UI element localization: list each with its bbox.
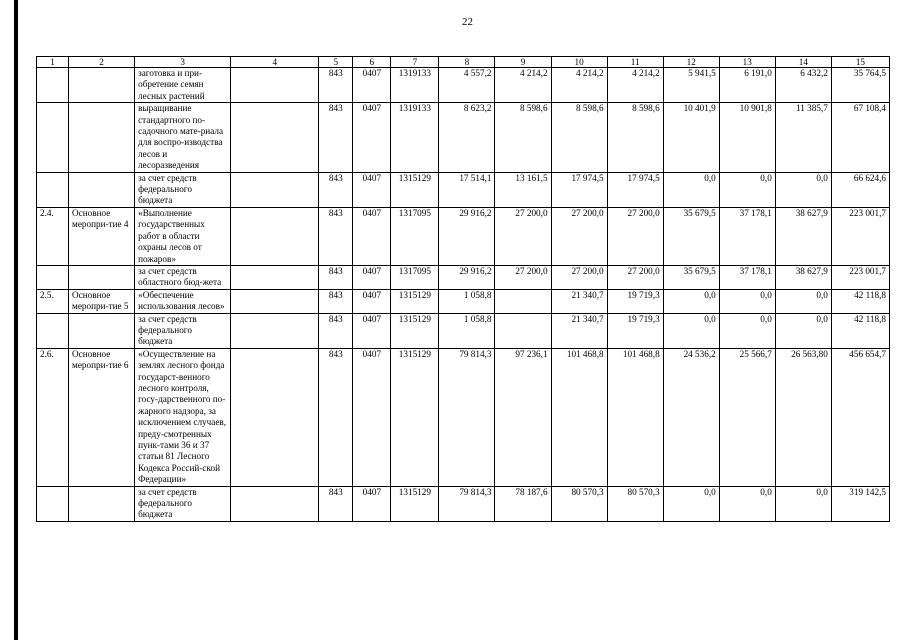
item-type-cell — [69, 486, 135, 521]
value-cell: 26 563,80 — [775, 348, 831, 486]
header-cell: 15 — [831, 57, 889, 68]
value-cell: 21 340,7 — [551, 289, 607, 313]
value-cell: 0,0 — [775, 289, 831, 313]
executor-cell — [231, 348, 319, 486]
item-type-cell — [69, 265, 135, 289]
header-cell: 4 — [231, 57, 319, 68]
header-cell: 13 — [719, 57, 775, 68]
total-cell: 42 118,8 — [831, 289, 889, 313]
value-cell: 19 719,3 — [607, 313, 663, 348]
grbs-cell: 843 — [319, 486, 353, 521]
table-row — [37, 486, 890, 521]
item-name-cell: за счет средств федерального бюджета — [135, 172, 231, 207]
value-cell: 4 214,2 — [607, 68, 663, 103]
item-name-cell: выращивание стандартного по-садочного мате-риала для воспро-изводства лесов и лесоразведения — [135, 103, 231, 172]
item-name-cell: «Обеспечение использования лесов» — [135, 289, 231, 313]
value-cell: 29 916,2 — [439, 265, 495, 289]
item-name-cell: «Выполнение государственных работ в области охраны лесов от пожаров» — [135, 207, 231, 265]
item-type-cell: Основное меропри-тие 4 — [69, 207, 135, 265]
total-cell: 223 001,7 — [831, 207, 889, 265]
value-cell: 0,0 — [775, 313, 831, 348]
target-article-cell: 1315129 — [391, 313, 439, 348]
value-cell: 0,0 — [663, 486, 719, 521]
grbs-cell: 843 — [319, 313, 353, 348]
total-cell: 67 108,4 — [831, 103, 889, 172]
header-cell: 8 — [439, 57, 495, 68]
section-cell: 0407 — [353, 348, 391, 486]
header-cell: 10 — [551, 57, 607, 68]
row-number-cell — [37, 265, 69, 289]
executor-cell — [231, 172, 319, 207]
section-cell: 0407 — [353, 265, 391, 289]
total-cell: 66 624,6 — [831, 172, 889, 207]
value-cell: 6 432,2 — [775, 68, 831, 103]
page-number: 22 — [462, 16, 473, 28]
header-cell: 6 — [353, 57, 391, 68]
section-cell: 0407 — [353, 313, 391, 348]
executor-cell — [231, 68, 319, 103]
table-row — [37, 265, 890, 289]
left-margin-bar — [14, 0, 18, 640]
row-number-cell: 2.5. — [37, 289, 69, 313]
total-cell: 456 654,7 — [831, 348, 889, 486]
value-cell: 1 058,8 — [439, 289, 495, 313]
value-cell: 0,0 — [775, 486, 831, 521]
target-article-cell: 1315129 — [391, 289, 439, 313]
value-cell: 4 214,2 — [495, 68, 551, 103]
row-number-cell — [37, 68, 69, 103]
section-cell: 0407 — [353, 172, 391, 207]
grbs-cell: 843 — [319, 103, 353, 172]
grbs-cell: 843 — [319, 207, 353, 265]
executor-cell — [231, 486, 319, 521]
total-cell: 223 001,7 — [831, 265, 889, 289]
value-cell: 0,0 — [719, 289, 775, 313]
section-cell: 0407 — [353, 103, 391, 172]
row-number-cell: 2.6. — [37, 348, 69, 486]
item-name-cell: за счет средств областного бюд-жета — [135, 265, 231, 289]
table-row — [37, 348, 890, 486]
item-type-cell: Основное меропри-тие 5 — [69, 289, 135, 313]
value-cell: 8 623,2 — [439, 103, 495, 172]
header-cell: 1 — [37, 57, 69, 68]
value-cell: 0,0 — [719, 313, 775, 348]
grbs-cell: 843 — [319, 265, 353, 289]
target-article-cell: 1317095 — [391, 207, 439, 265]
row-number-cell — [37, 172, 69, 207]
row-number-cell: 2.4. — [37, 207, 69, 265]
header-cell: 5 — [319, 57, 353, 68]
value-cell: 0,0 — [663, 313, 719, 348]
item-name-cell: за счет средств федерального бюджета — [135, 313, 231, 348]
value-cell: 97 236,1 — [495, 348, 551, 486]
value-cell: 1 058,8 — [439, 313, 495, 348]
header-cell: 3 — [135, 57, 231, 68]
value-cell: 35 679,5 — [663, 207, 719, 265]
grbs-cell: 843 — [319, 68, 353, 103]
value-cell: 0,0 — [719, 172, 775, 207]
value-cell: 27 200,0 — [607, 207, 663, 265]
value-cell: 27 200,0 — [495, 265, 551, 289]
value-cell: 29 916,2 — [439, 207, 495, 265]
value-cell: 17 514,1 — [439, 172, 495, 207]
value-cell: 80 570,3 — [607, 486, 663, 521]
value-cell: 78 187,6 — [495, 486, 551, 521]
header-cell: 2 — [69, 57, 135, 68]
total-cell: 319 142,5 — [831, 486, 889, 521]
value-cell: 24 536,2 — [663, 348, 719, 486]
grbs-cell: 843 — [319, 289, 353, 313]
value-cell: 4 214,2 — [551, 68, 607, 103]
value-cell: 27 200,0 — [551, 207, 607, 265]
table-row — [37, 103, 890, 172]
value-cell: 8 598,6 — [495, 103, 551, 172]
value-cell: 37 178,1 — [719, 207, 775, 265]
value-cell: 27 200,0 — [495, 207, 551, 265]
target-article-cell: 1319133 — [391, 103, 439, 172]
value-cell: 25 566,7 — [719, 348, 775, 486]
total-cell: 42 118,8 — [831, 313, 889, 348]
table-row — [37, 289, 890, 313]
section-cell: 0407 — [353, 289, 391, 313]
target-article-cell: 1315129 — [391, 348, 439, 486]
header-cell: 14 — [775, 57, 831, 68]
executor-cell — [231, 207, 319, 265]
value-cell: 19 719,3 — [607, 289, 663, 313]
table-row — [37, 68, 890, 103]
value-cell: 10 401,9 — [663, 103, 719, 172]
item-name-cell: за счет средств федерального бюджета — [135, 486, 231, 521]
value-cell: 11 385,7 — [775, 103, 831, 172]
value-cell: 17 974,5 — [551, 172, 607, 207]
row-number-cell — [37, 103, 69, 172]
target-article-cell: 1315129 — [391, 486, 439, 521]
program-table — [36, 56, 890, 522]
table-row — [37, 172, 890, 207]
target-article-cell: 1319133 — [391, 68, 439, 103]
header-cell: 12 — [663, 57, 719, 68]
target-article-cell: 1317095 — [391, 265, 439, 289]
section-cell: 0407 — [353, 486, 391, 521]
value-cell: 38 627,9 — [775, 207, 831, 265]
value-cell: 0,0 — [719, 486, 775, 521]
row-number-cell — [37, 486, 69, 521]
item-name-cell: заготовка и при-обретение семян лесных растений — [135, 68, 231, 103]
target-article-cell: 1315129 — [391, 172, 439, 207]
value-cell: 4 557,2 — [439, 68, 495, 103]
table-row — [37, 313, 890, 348]
value-cell: 0,0 — [663, 172, 719, 207]
table-row — [37, 207, 890, 265]
item-type-cell: Основное меропри-тие 6 — [69, 348, 135, 486]
value-cell: 27 200,0 — [551, 265, 607, 289]
value-cell: 79 814,3 — [439, 348, 495, 486]
value-cell: 80 570,3 — [551, 486, 607, 521]
item-type-cell — [69, 68, 135, 103]
section-cell: 0407 — [353, 68, 391, 103]
value-cell: 101 468,8 — [551, 348, 607, 486]
header-cell: 7 — [391, 57, 439, 68]
value-cell: 79 814,3 — [439, 486, 495, 521]
value-cell: 35 679,5 — [663, 265, 719, 289]
executor-cell — [231, 313, 319, 348]
grbs-cell: 843 — [319, 172, 353, 207]
item-type-cell — [69, 172, 135, 207]
executor-cell — [231, 265, 319, 289]
value-cell: 21 340,7 — [551, 313, 607, 348]
value-cell: 0,0 — [663, 289, 719, 313]
item-type-cell — [69, 313, 135, 348]
total-cell: 35 764,5 — [831, 68, 889, 103]
value-cell — [495, 313, 551, 348]
value-cell: 0,0 — [775, 172, 831, 207]
executor-cell — [231, 103, 319, 172]
grbs-cell: 843 — [319, 348, 353, 486]
value-cell: 10 901,8 — [719, 103, 775, 172]
value-cell: 13 161,5 — [495, 172, 551, 207]
value-cell: 8 598,6 — [551, 103, 607, 172]
row-number-cell — [37, 313, 69, 348]
item-type-cell — [69, 103, 135, 172]
value-cell: 8 598,6 — [607, 103, 663, 172]
item-name-cell: «Осуществление на землях лесного фонда государст-венного лесного контроля, госу-дарственного по-жарного надзора, за исключением случаев, преду-смотренных пунк-тами 36 и 37 статьи 81 Лесного Кодекса Россий-ской Федерации» — [135, 348, 231, 486]
value-cell: 37 178,1 — [719, 265, 775, 289]
header-cell: 9 — [495, 57, 551, 68]
section-cell: 0407 — [353, 207, 391, 265]
header-cell: 11 — [607, 57, 663, 68]
value-cell: 27 200,0 — [607, 265, 663, 289]
value-cell: 101 468,8 — [607, 348, 663, 486]
value-cell: 17 974,5 — [607, 172, 663, 207]
value-cell: 6 191,0 — [719, 68, 775, 103]
value-cell — [495, 289, 551, 313]
value-cell: 38 627,9 — [775, 265, 831, 289]
header-row — [37, 57, 890, 68]
value-cell: 5 941,5 — [663, 68, 719, 103]
executor-cell — [231, 289, 319, 313]
